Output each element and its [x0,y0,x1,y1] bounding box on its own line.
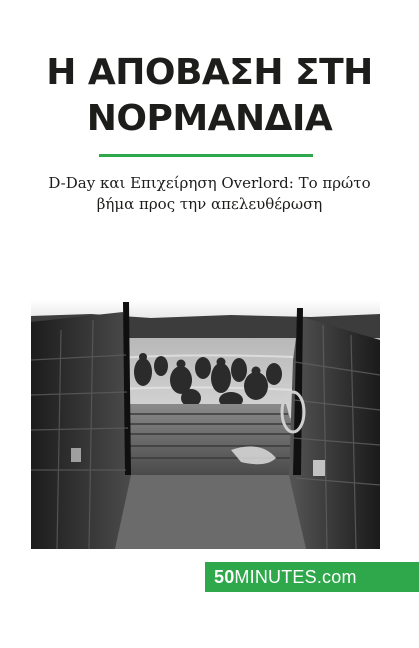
title-divider [99,154,313,157]
left-hull-door [31,312,131,549]
book-title-line-1: Η ΑΠΟΒΑΣΗ ΣΤΗ [46,52,373,93]
publisher-logo [205,562,419,592]
book-subtitle [20,173,399,215]
publisher-logo-word: MINUTES [234,567,317,587]
landing-craft-photo [31,300,380,549]
publisher-logo-text [214,562,357,592]
book-subtitle-line-1: D-Day και Επιχείρηση Overlord: Το πρώτο [48,174,371,192]
publisher-logo-suffix: .com [316,567,357,587]
book-title [0,50,419,142]
publisher-logo-number: 50 [214,567,235,587]
book-subtitle-line-2: βήμα προς την απελευθέρωση [96,195,323,213]
right-hull-door [289,316,380,549]
cover-photo [31,300,380,549]
book-title-line-2: ΝΟΡΜΑΝΔΙΑ [86,98,333,139]
